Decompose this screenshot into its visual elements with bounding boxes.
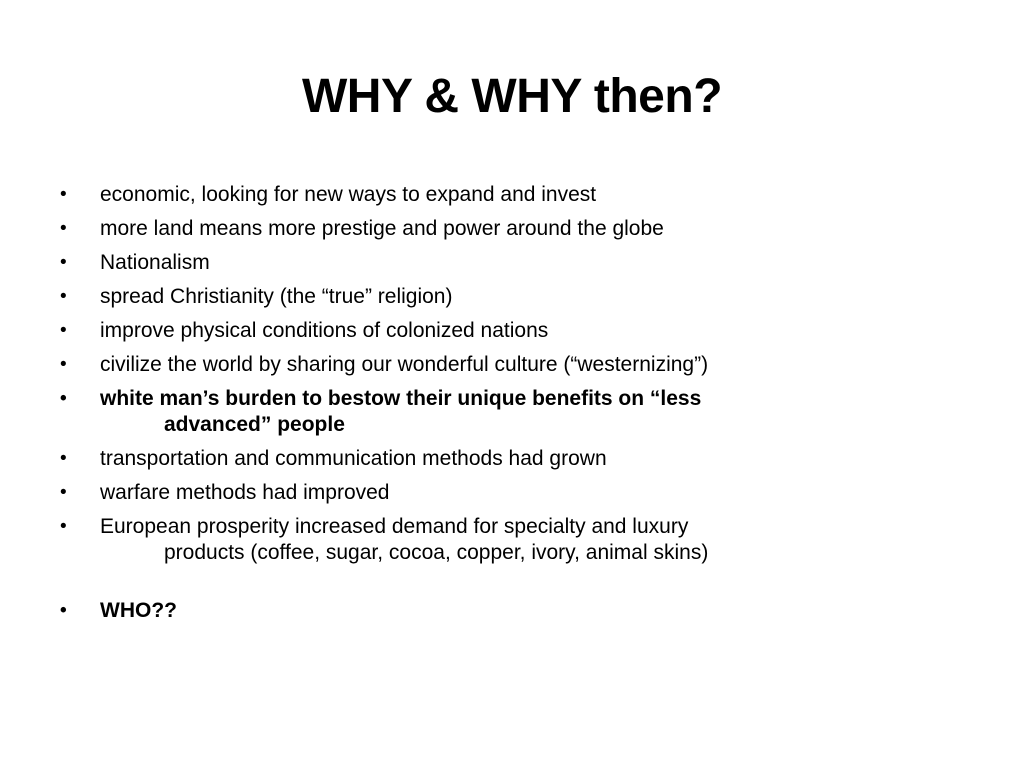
bullet-dot-icon: • (60, 388, 67, 409)
bullet-item (60, 317, 960, 345)
bullet-text: more land means more prestige and power around the globe (100, 217, 664, 240)
bullet-text-continuation: advanced” people (164, 413, 345, 436)
bullet-list (60, 181, 960, 631)
bullet-dot-icon: • (60, 516, 67, 537)
bullet-dot-icon: • (60, 218, 67, 239)
bullet-item (60, 215, 960, 243)
bullet-item-emphasized (60, 385, 960, 439)
bullet-item (60, 283, 960, 311)
bullet-text: white man’s burden to bestow their unique benefits on “less (100, 387, 702, 410)
bullet-dot-icon: • (60, 448, 67, 469)
bullet-dot-icon: • (60, 482, 67, 503)
bullet-item (60, 181, 960, 209)
bullet-text: Nationalism (100, 251, 210, 274)
bullet-dot-icon: • (60, 184, 67, 205)
bullet-text: spread Christianity (the “true” religion) (100, 285, 453, 308)
bullet-dot-icon: • (60, 286, 67, 307)
bullet-item (60, 445, 960, 473)
bullet-item (60, 479, 960, 507)
bullet-text: improve physical conditions of colonized nations (100, 319, 549, 342)
bullet-dot-icon: • (60, 252, 67, 273)
bullet-text: WHO?? (100, 599, 177, 622)
bullet-text: economic, looking for new ways to expand and invest (100, 183, 597, 206)
bullet-text: European prosperity increased demand for specialty and luxury (100, 515, 689, 538)
bullet-text: transportation and communication methods had grown (100, 447, 607, 470)
bullet-text: warfare methods had improved (100, 481, 390, 504)
bullet-text: civilize the world by sharing our wonderful culture (“westernizing”) (100, 353, 709, 376)
bullet-dot-icon: • (60, 320, 67, 341)
bullet-dot-icon: • (60, 600, 67, 621)
bullet-dot-icon: • (60, 354, 67, 375)
slide-title: WHY & WHY then? (301, 70, 723, 123)
bullet-item (60, 351, 960, 379)
bullet-item-who (60, 597, 960, 625)
bullet-item (60, 513, 960, 567)
bullet-item (60, 249, 960, 277)
bullet-text-continuation: products (coffee, sugar, cocoa, copper, ivory, animal skins) (164, 541, 709, 564)
